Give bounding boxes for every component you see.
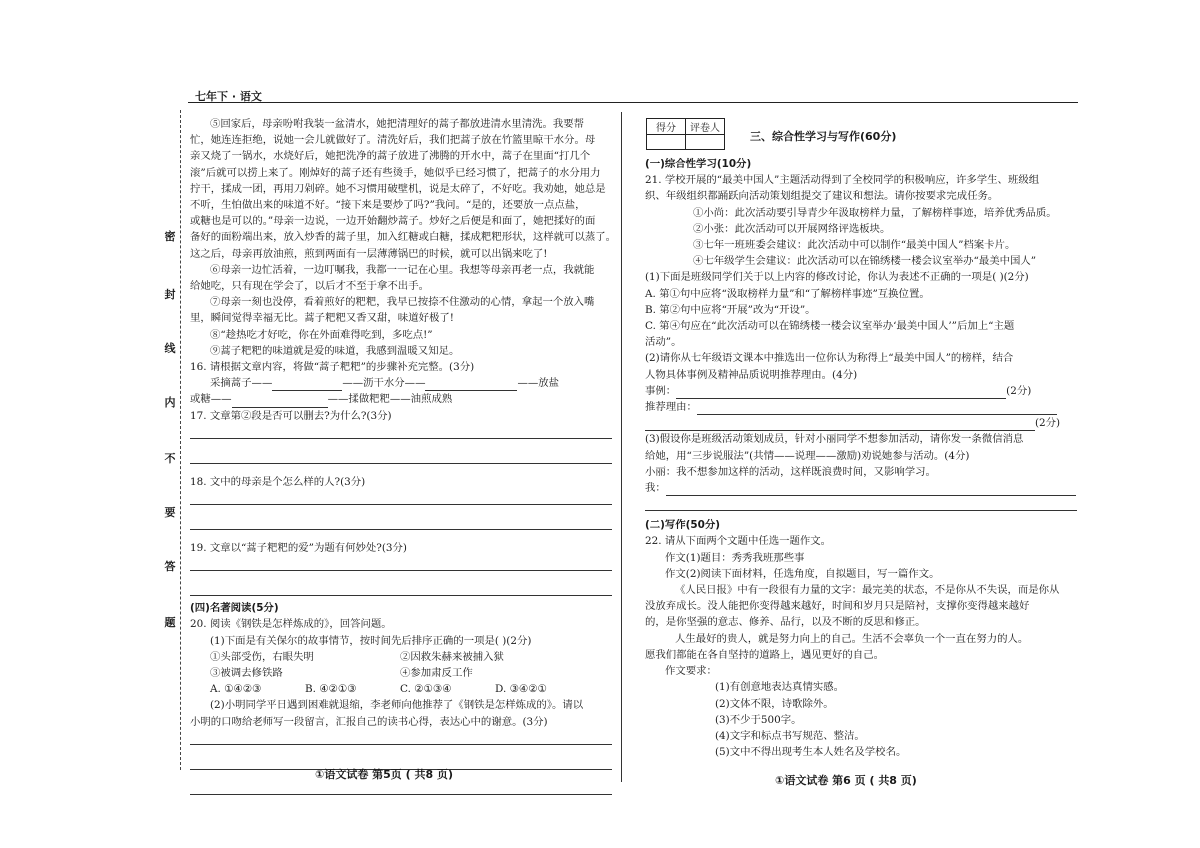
score-cell[interactable] bbox=[647, 135, 686, 150]
left-page-footer: ①语文试卷 第5页 ( 共8 页) bbox=[315, 768, 453, 781]
question-19: 19. 文章以“蒿子粑粑的爱”为题有何妙处?(3分) bbox=[190, 542, 407, 555]
answer-line[interactable] bbox=[190, 490, 612, 505]
option-b[interactable]: B. 第②句中应将“开展”改为“开设”。 bbox=[645, 303, 816, 316]
me-input[interactable] bbox=[666, 495, 1076, 496]
answer-line[interactable] bbox=[190, 515, 612, 530]
q16-step: ——揉做粑粑——油煎成熟 bbox=[327, 393, 453, 406]
answer-line[interactable] bbox=[645, 496, 1077, 511]
score-box bbox=[646, 118, 725, 150]
passage-line: 不听，生怕做出来的味道不好。“接下来是要炒了吗?”我问。“是的，还要放一点点盐， bbox=[190, 199, 586, 212]
left-page bbox=[190, 116, 616, 805]
question-17: 17. 文章第②段是否可以删去?为什么?(3分) bbox=[190, 409, 392, 422]
question-21-2-cont: 人物具体事例及精神品质说明推荐理由。(4分) bbox=[645, 368, 858, 381]
material-line: 人生最好的贵人，就是努力向上的自己。生活不会辜负一个一直在努力的人。 bbox=[675, 632, 1029, 645]
score-label: 得分 bbox=[647, 119, 686, 135]
section-4-title: (四)名著阅读(5分) bbox=[190, 602, 279, 615]
passage-line: ⑤回家后，母亲吩咐我装一盆清水，她把清理好的蒿子都放进清水里清洗。我要帮 bbox=[210, 118, 585, 130]
xiaoli-message: 小丽：我不想参加这样的活动，这样既浪费时间，又影响学习。 bbox=[645, 465, 936, 478]
proposal: ①小尚：此次活动要引导青少年汲取榜样力量，了解榜样事迹，培养优秀品质。 bbox=[693, 206, 1057, 219]
seal-char-8: 题 bbox=[164, 616, 176, 629]
passage-line: ⑦母亲一刻也没停，看着煎好的粑粑，我早已按捺不住激动的心情，拿起一个放入嘴 bbox=[210, 296, 595, 309]
reason-row-2 bbox=[645, 415, 1085, 431]
q16-step: 或糖—— bbox=[190, 393, 232, 406]
essay-option-1: 作文(1)题目：秀秀我班那些事 bbox=[665, 551, 805, 564]
subsection-2-title: (二)写作(50分) bbox=[645, 519, 721, 532]
page-divider bbox=[621, 112, 622, 782]
q16-step: ——沥干水分—— bbox=[342, 377, 426, 390]
seal-char-4: 内 bbox=[164, 396, 176, 409]
choice-b[interactable]: B. ④②①③ bbox=[305, 683, 357, 696]
requirement: (5)文中不得出现考生本人姓名及学校名。 bbox=[715, 746, 907, 759]
material-line: 愿我们都能在各自坚持的道路上，遇见更好的自己。 bbox=[645, 648, 884, 661]
q16-flow-row1 bbox=[190, 375, 616, 391]
material-line: 《人民日报》中有一段很有力量的文字：最完美的状态，不是你从不失误，而是你从 bbox=[675, 584, 1060, 597]
passage-line: 忙，她连连拒绝，说她一会儿就做好了。清洗好后，我们把蒿子放在竹篮里晾干水分。母 bbox=[190, 134, 596, 147]
q20-choices bbox=[190, 681, 616, 697]
choice-a[interactable]: A. ①④②③ bbox=[210, 683, 262, 696]
passage-line: 里，瞬间觉得幸福无比。蒿子粑粑又香又甜，味道好极了! bbox=[190, 312, 454, 325]
question-20: 20. 阅读《钢铁是怎样炼成的》，回答问题。 bbox=[190, 618, 392, 631]
question-18: 18. 文中的母亲是个怎么样的人?(3分) bbox=[190, 475, 366, 488]
passage-line: 给她吃，只有现在学会了，以后才不至于拿不出手。 bbox=[190, 280, 429, 293]
passage-line: 这之后，母亲再放油煎，煎到两面有一层薄薄锅巴的时候，就可以出锅来吃了! bbox=[190, 247, 548, 260]
question-21-1: (1)下面是班级同学们关于以上内容的修改讨论，你认为表述不正确的一项是( )(2分) bbox=[645, 271, 1029, 284]
proposal: ③七年一班班委会建议：此次活动中可以制作“最美中国人”档案卡片。 bbox=[693, 239, 1016, 252]
passage-line: ⑨蒿子粑粑的味道就是爱的味道，我感到温暖又知足。 bbox=[210, 344, 460, 357]
question-21: 21. 学校开展的“最美中国人”主题活动得到了全校同学的积极响应，许多学生、班级组 bbox=[645, 174, 1040, 187]
requirement: (1)有创意地表达真情实感。 bbox=[715, 681, 845, 694]
q16-step: ——放盐 bbox=[517, 377, 560, 390]
option-c-cont: 活动”。 bbox=[645, 336, 682, 349]
question-20-2: (2)小明同学平日遇到困难就退缩，李老师向他推荐了《钢铁是怎样炼成的》。请以 bbox=[210, 699, 584, 712]
passage-line: 滚”后就可以捞上来了。刚焯好的蒿子还有些烫手，她似乎已经习惯了，把蒿子的水分用力 bbox=[190, 166, 601, 179]
proposal: ②小张：此次活动可以开展网络评选板块。 bbox=[693, 222, 891, 235]
requirements-label: 作文要求： bbox=[665, 665, 717, 678]
q20-options-row1 bbox=[190, 649, 616, 665]
seal-char-2: 封 bbox=[164, 288, 176, 301]
reason-row bbox=[645, 399, 1085, 415]
requirement: (3)不少于500字。 bbox=[715, 713, 802, 726]
option-c[interactable]: C. 第④句应在“此次活动可以在锦绣楼一楼会议室举办‘最美中国人’”后加上“主题 bbox=[645, 320, 1015, 333]
passage-line: 拧干，揉成一团，再用刀剁碎。她不习惯用破壁机，说是太碎了，不好吃。我劝她，她总是 bbox=[190, 182, 606, 195]
q20-event: ①头部受伤，右眼失明 bbox=[210, 650, 314, 663]
choice-c[interactable]: C. ②①③④ bbox=[400, 683, 452, 696]
subsection-1-title: (一)综合性学习(10分) bbox=[645, 158, 752, 170]
seal-char-1: 密 bbox=[164, 230, 176, 243]
material-line: 的，是你坚强的意志、修养、品行，以及不断的反思和修正。 bbox=[645, 616, 926, 629]
example-label: 事例： bbox=[645, 384, 677, 397]
grader-cell[interactable] bbox=[686, 135, 725, 150]
essay-option-2: 作文(2)阅读下面材料，任选角度，自拟题目，写一篇作文。 bbox=[665, 567, 940, 580]
answer-line[interactable] bbox=[190, 449, 612, 464]
reason-label: 推荐理由： bbox=[645, 401, 697, 414]
seal-char-6: 要 bbox=[164, 506, 176, 519]
passage-line: ⑧“趁热吃才好吃，你在外面难得吃到，多吃点!” bbox=[210, 328, 433, 341]
binding-dashed-line bbox=[180, 110, 181, 770]
section-3-title: 三、综合性学习与写作(60分) bbox=[750, 130, 897, 143]
requirement: (4)文字和标点书写规范、整洁。 bbox=[715, 729, 865, 742]
example-score: (2分) bbox=[1006, 384, 1032, 397]
me-label: 我： bbox=[645, 482, 666, 495]
question-21-3-cont: 给她，用“三步说服法”(共情——说理——激励)劝说她参与活动。(4分) bbox=[645, 449, 970, 462]
example-row bbox=[645, 383, 1085, 399]
q20-event: ②因救朱赫来被捕入狱 bbox=[400, 650, 504, 663]
header-rule bbox=[188, 102, 1078, 103]
passage-line: 或糖也是可以的。”母亲一边说，一边开始翻炒蒿子。炒好之后便是和面了，她把揉好的面 bbox=[190, 215, 596, 228]
seal-char-5: 不 bbox=[164, 452, 176, 465]
question-20-1: (1)下面是有关保尔的故事情节，按时间先后排序正确的一项是( )(2分) bbox=[210, 634, 532, 647]
q20-event: ④参加肃反工作 bbox=[400, 667, 473, 680]
right-page-footer: ①语文试卷 第6 页 ( 共8 页) bbox=[775, 774, 917, 787]
passage-line: ⑥母亲一边忙活着，一边叮嘱我，我都一一记在心里。我想等母亲再老一点，我就能 bbox=[210, 263, 595, 276]
right-page bbox=[645, 156, 1085, 760]
question-21-3: (3)假设你是班级活动策划成员，针对小丽同学不想参加活动，请你发一条微信消息 bbox=[645, 433, 1024, 446]
question-20-2-cont: 小明的口吻给老师写一段留言，汇报自己的读书心得，表达心中的谢意。(3分) bbox=[190, 715, 548, 728]
question-22: 22. 请从下面两个文题中任选一题作文。 bbox=[645, 535, 832, 548]
q20-options-row2 bbox=[190, 665, 616, 681]
me-row bbox=[645, 480, 1085, 496]
requirement: (2)文体不限，诗歌除外。 bbox=[715, 697, 834, 710]
exam-header-title: 七年下 · 语文 bbox=[195, 90, 262, 103]
seal-char-7: 答 bbox=[164, 560, 176, 573]
q20-event: ③被调去修铁路 bbox=[210, 667, 283, 680]
q16-step: 采摘蒿子—— bbox=[210, 377, 273, 390]
question-16: 16. 请根据文章内容，将做“蒿子粑粑”的步骤补充完整。(3分) bbox=[190, 361, 475, 374]
question-21-cont: 织、年级组织都踊跃向活动策划组提交了建议和想法。请你按要求完成任务。 bbox=[645, 190, 999, 203]
passage-line: 亲又烧了一锅水，水烧好后，她把洗净的蒿子放进了沸腾的开水中，蒿子在里面“打几个 bbox=[190, 150, 591, 163]
answer-line[interactable] bbox=[190, 730, 612, 745]
choice-d[interactable]: D. ③④②① bbox=[495, 683, 547, 696]
seal-char-3: 线 bbox=[164, 342, 176, 355]
question-21-2: (2)请你从七年级语文课本中推选出一位你认为称得上“最美中国人”的榜样，结合 bbox=[645, 352, 1014, 365]
passage-line: 备好的面粉端出来，放入炒香的蒿子里，加入红糖或白糖，揉成粑粑形状，这样就可以蒸了。 bbox=[190, 231, 617, 244]
material-line: 没放弃成长。没人能把你变得越来越好，时间和岁月只是陪衬，支撑你变得越来越好 bbox=[645, 600, 1030, 613]
answer-line[interactable] bbox=[190, 424, 612, 439]
q16-flow-row2 bbox=[190, 391, 616, 407]
answer-line[interactable] bbox=[190, 581, 612, 596]
answer-line[interactable] bbox=[190, 780, 612, 795]
proposal: ④七年级学生会建议：此次活动可以在锦绣楼一楼会议室举办“最美中国人” bbox=[693, 255, 1037, 268]
answer-line[interactable] bbox=[190, 556, 612, 571]
grader-label: 评卷人 bbox=[686, 119, 725, 135]
option-a[interactable]: A. 第①句中应将“汲取榜样力量”和“了解榜样事迹”互换位置。 bbox=[645, 287, 930, 300]
reason-score: (2分) bbox=[1035, 417, 1061, 430]
